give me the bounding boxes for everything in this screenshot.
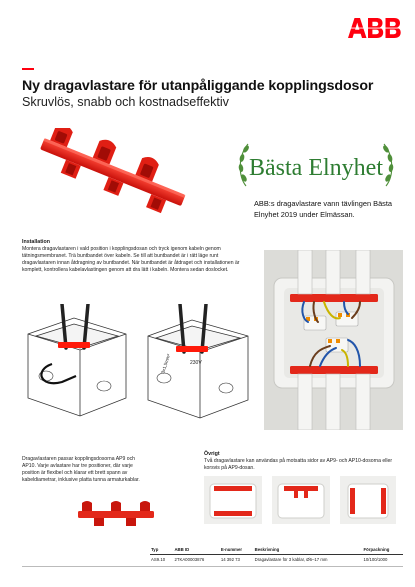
diagram-cable-label: 3x1,5mm² xyxy=(160,353,172,375)
abb-logo xyxy=(348,18,402,38)
cell-packaging: 10/100/1000 xyxy=(363,556,388,562)
cell-type: AS9.10 xyxy=(151,556,166,562)
cell-e-number: 14 392 73 xyxy=(220,556,240,562)
table-row xyxy=(150,554,403,564)
col-description: Beskrivning xyxy=(254,545,363,554)
accent-dash xyxy=(22,68,34,70)
strain-relief-product-image xyxy=(74,499,158,529)
award-description: ABB:s dragavlastare vann tävlingen Bästa Elnyhet 2019 under Elmässan. xyxy=(254,199,393,219)
basta-elnyhet-award-logo xyxy=(236,138,396,194)
col-type: Typ xyxy=(150,545,173,554)
ap9-box-thumbnail xyxy=(272,476,330,524)
compatibility-text: Dragavlastaren passar kopplingsdosorna AP9 och AP10. Varje avlastare har tre positioner, där varje position är flexibel och klarar ett brett spann av kabeldiametrar, inklusive platta tunna armaturkablar. xyxy=(22,456,140,484)
cell-abb-id: 2TKA00003876 xyxy=(174,556,205,562)
col-e-number: E-nummer xyxy=(220,545,254,554)
table-bottom-rule xyxy=(22,566,403,567)
page-subtitle: Skruvlös, snabb och kostnadseffektiv xyxy=(22,95,229,109)
strain-relief-hero-image xyxy=(28,128,196,220)
col-packaging: Förpackning xyxy=(363,545,403,554)
installed-junction-box-photo xyxy=(264,250,403,430)
page-title: Ny dragavlastare för utanpåliggande kopplingsdosor xyxy=(22,78,374,94)
installation-text: Montera dragavlastaren i vald position i kopplingsdosan och tryck igenom kabeln genom tätningsmembranet. Trä buntbandet över kabeln. Se till att buntbandet är i rätt läge runt dragavlastaren innan åtdragning av buntbandet. När buntbandet är åtdraget och installationen är komplett, kontrollera kabelavlastingen genom att dra lätt i kabeln. Montera sedan doslocket. xyxy=(22,246,240,274)
award-logo-text: Bästa Elnyhet xyxy=(249,155,383,181)
cell-description: Dragavlastare för 3 kablar, Ø6–17 mm xyxy=(254,556,328,562)
other-text: Två dragavlastare kan användas på motsatta sidor av AP9- och AP10-dosorna eller korsvis på AP9-dosan. xyxy=(204,458,393,472)
col-abb-id: ABB ID xyxy=(173,545,219,554)
other-heading: Övrigt xyxy=(204,451,220,457)
installation-heading: Installation xyxy=(22,239,50,245)
installation-diagram xyxy=(22,304,254,426)
spec-table-header xyxy=(150,545,403,554)
ap9-crosswise-thumbnail xyxy=(340,476,396,524)
diagram-voltage-label: 230V xyxy=(190,360,202,366)
ap10-box-thumbnail xyxy=(204,476,262,524)
spec-table xyxy=(150,545,403,564)
